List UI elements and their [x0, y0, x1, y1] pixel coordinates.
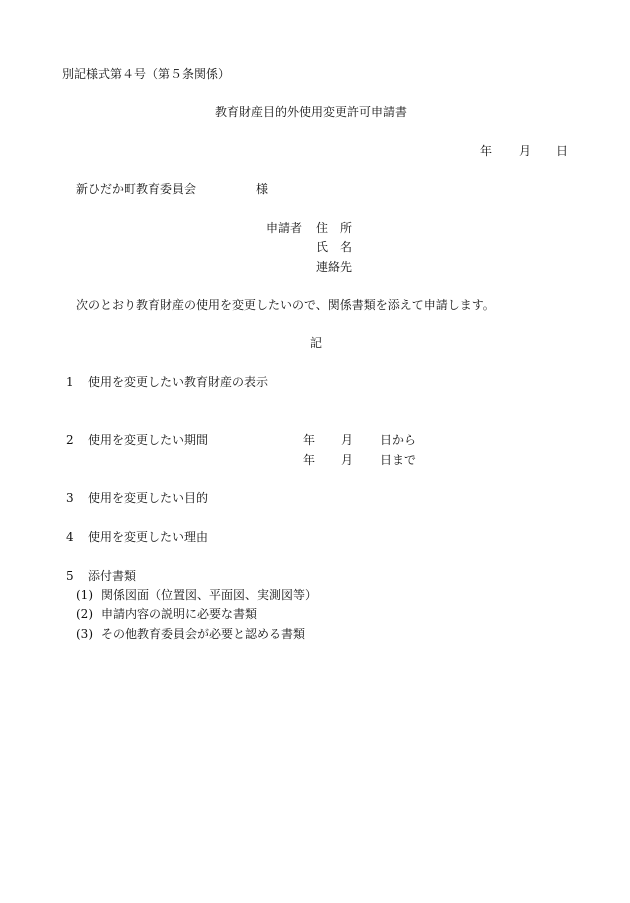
- form-label: 別記様式第４号（第５条関係）: [62, 67, 231, 81]
- date-month: 月: [519, 144, 532, 158]
- attachment-number: (2): [76, 607, 93, 621]
- attachment-text: その他教育委員会が必要と認める書類: [101, 627, 306, 641]
- period-start-day: 日から: [380, 433, 417, 447]
- applicant-name-label: 氏 名: [316, 240, 353, 254]
- item-text: 使用を変更したい教育財産の表示: [88, 375, 269, 389]
- period-start-year: 年: [303, 433, 316, 447]
- period-end-month: 月: [341, 453, 354, 467]
- period-end-day: 日まで: [380, 453, 417, 467]
- item-text: 使用を変更したい目的: [88, 491, 209, 505]
- item-text: 使用を変更したい理由: [88, 530, 209, 544]
- attachment-number: (1): [76, 588, 93, 602]
- item-text: 使用を変更したい期間: [88, 433, 209, 447]
- item-number: 4: [66, 530, 74, 544]
- item-number: 5: [66, 569, 74, 583]
- item-text: 添付書類: [88, 569, 137, 583]
- period-start-month: 月: [341, 433, 354, 447]
- addressee-name: 新ひだか町教育委員会: [76, 182, 197, 196]
- addressee-honorific: 様: [256, 182, 269, 196]
- date-year: 年: [480, 144, 493, 158]
- item-number: 3: [66, 491, 74, 505]
- applicant-address-label: 住 所: [316, 221, 353, 235]
- applicant-label: 申請者: [266, 221, 303, 235]
- period-end-year: 年: [303, 453, 316, 467]
- applicant-contact-label: 連絡先: [316, 260, 353, 274]
- item-number: 2: [66, 433, 74, 447]
- document-title: 教育財産目的外使用変更許可申請書: [215, 105, 408, 119]
- ki-heading: 記: [310, 336, 323, 350]
- attachment-number: (3): [76, 627, 93, 641]
- item-number: 1: [66, 375, 74, 389]
- date-day: 日: [556, 144, 569, 158]
- intro-text: 次のとおり教育財産の使用を変更したいので、関係書類を添えて申請します。: [76, 298, 495, 312]
- attachment-text: 申請内容の説明に必要な書類: [101, 607, 258, 621]
- attachment-text: 関係図面（位置図、平面図、実測図等）: [101, 588, 318, 602]
